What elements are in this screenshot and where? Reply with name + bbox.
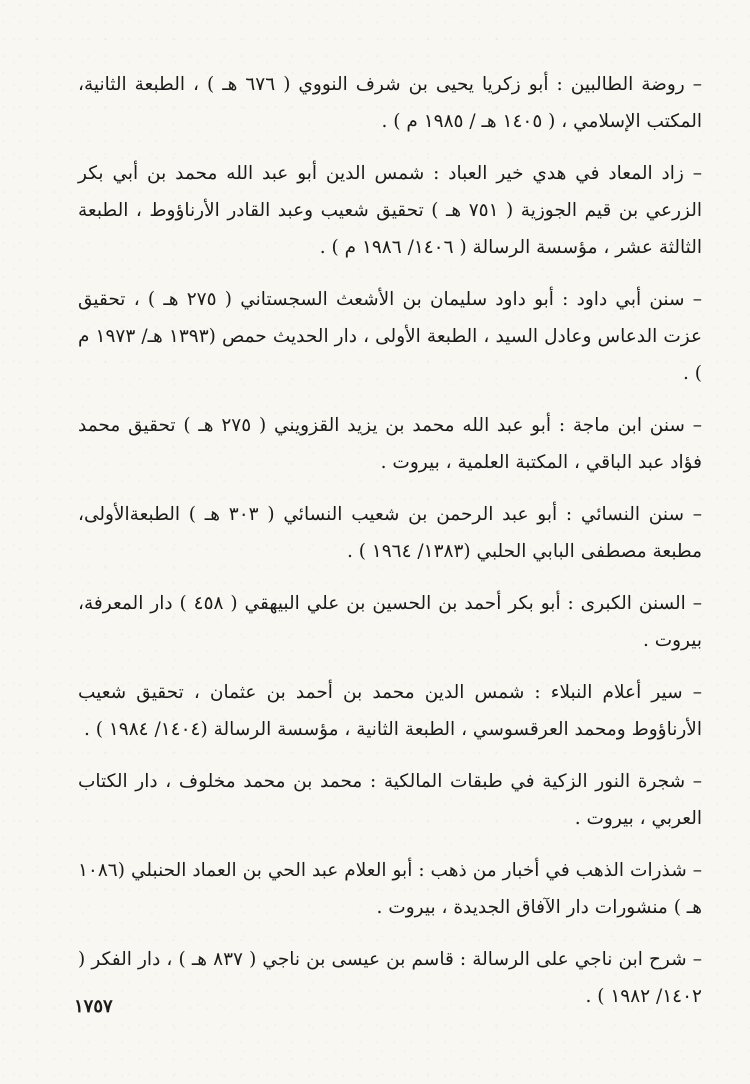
bibliography-entry: – شذرات الذهب في أخبار من ذهب : أبو العلام عبد الحي بن العماد الحنبلي (١٠٨٦ هـ ) منشورات دار الآفاق الجديدة ، بيروت . <box>78 860 702 918</box>
bibliography-list <box>78 66 702 1030</box>
bibliography-entry: – زاد المعاد في هدي خير العباد : شمس الدين أبو عبد الله محمد بن أبي بكر الزرعي بن قيم الجوزية ( ٧٥١ هـ ) تحقيق شعيب وعبد القادر الأرناؤوط ، الطبعة الثالثة عشر ، مؤسسة الرسالة ( ١٤٠٦/ ١٩٨٦ م ) . <box>78 163 703 258</box>
bibliography-entry: – سنن النسائي : أبو عبد الرحمن بن شعيب النسائي ( ٣٠٣ هـ ) الطبعةالأولى، مطبعة مصطفى البابي الحلبي (١٣٨٣/ ١٩٦٤ ) . <box>78 504 702 562</box>
bibliography-entry: – سنن أبي داود : أبو داود سليمان بن الأشعث السجستاني ( ٢٧٥ هـ ) ، تحقيق عزت الدعاس وعادل السيد ، الطبعة الأولى ، دار الحديث حمص (١٣٩٣ هـ/ ١٩٧٣ م ) . <box>78 289 702 384</box>
bibliography-entry: – السنن الكبرى : أبو بكر أحمد بن الحسين بن علي البيهقي ( ٤٥٨ ) دار المعرفة، بيروت . <box>78 593 702 651</box>
bibliography-entry: – سنن ابن ماجة : أبو عبد الله محمد بن يزيد القزويني ( ٢٧٥ هـ ) تحقيق محمد فؤاد عبد الباقي ، المكتبة العلمية ، بيروت . <box>78 415 702 473</box>
bibliography-entry: – شجرة النور الزكية في طبقات المالكية : محمد بن محمد مخلوف ، دار الكتاب العربي ، بيروت . <box>78 771 702 829</box>
page-number: ١٧٥٧ <box>74 996 113 1017</box>
bibliography-entry: – روضة الطالبين : أبو زكريا يحيى بن شرف النووي ( ٦٧٦ هـ ) ، الطبعة الثانية، المكتب الإسلامي ، ( ١٤٠٥ هـ / ١٩٨٥ م ) . <box>78 74 702 132</box>
bibliography-entry: – شرح ابن ناجي على الرسالة : قاسم بن عيسى بن ناجي ( ٨٣٧ هـ ) ، دار الفكر ( ١٤٠٢/ ١٩٨٢ ) . <box>78 949 702 1007</box>
bibliography-entry: – سير أعلام النبلاء : شمس الدين محمد بن أحمد بن عثمان ، تحقيق شعيب الأرناؤوط ومحمد العرقسوسي ، الطبعة الثانية ، مؤسسة الرسالة (١٤٠٤/ ١٩٨٤ ) . <box>78 682 702 740</box>
